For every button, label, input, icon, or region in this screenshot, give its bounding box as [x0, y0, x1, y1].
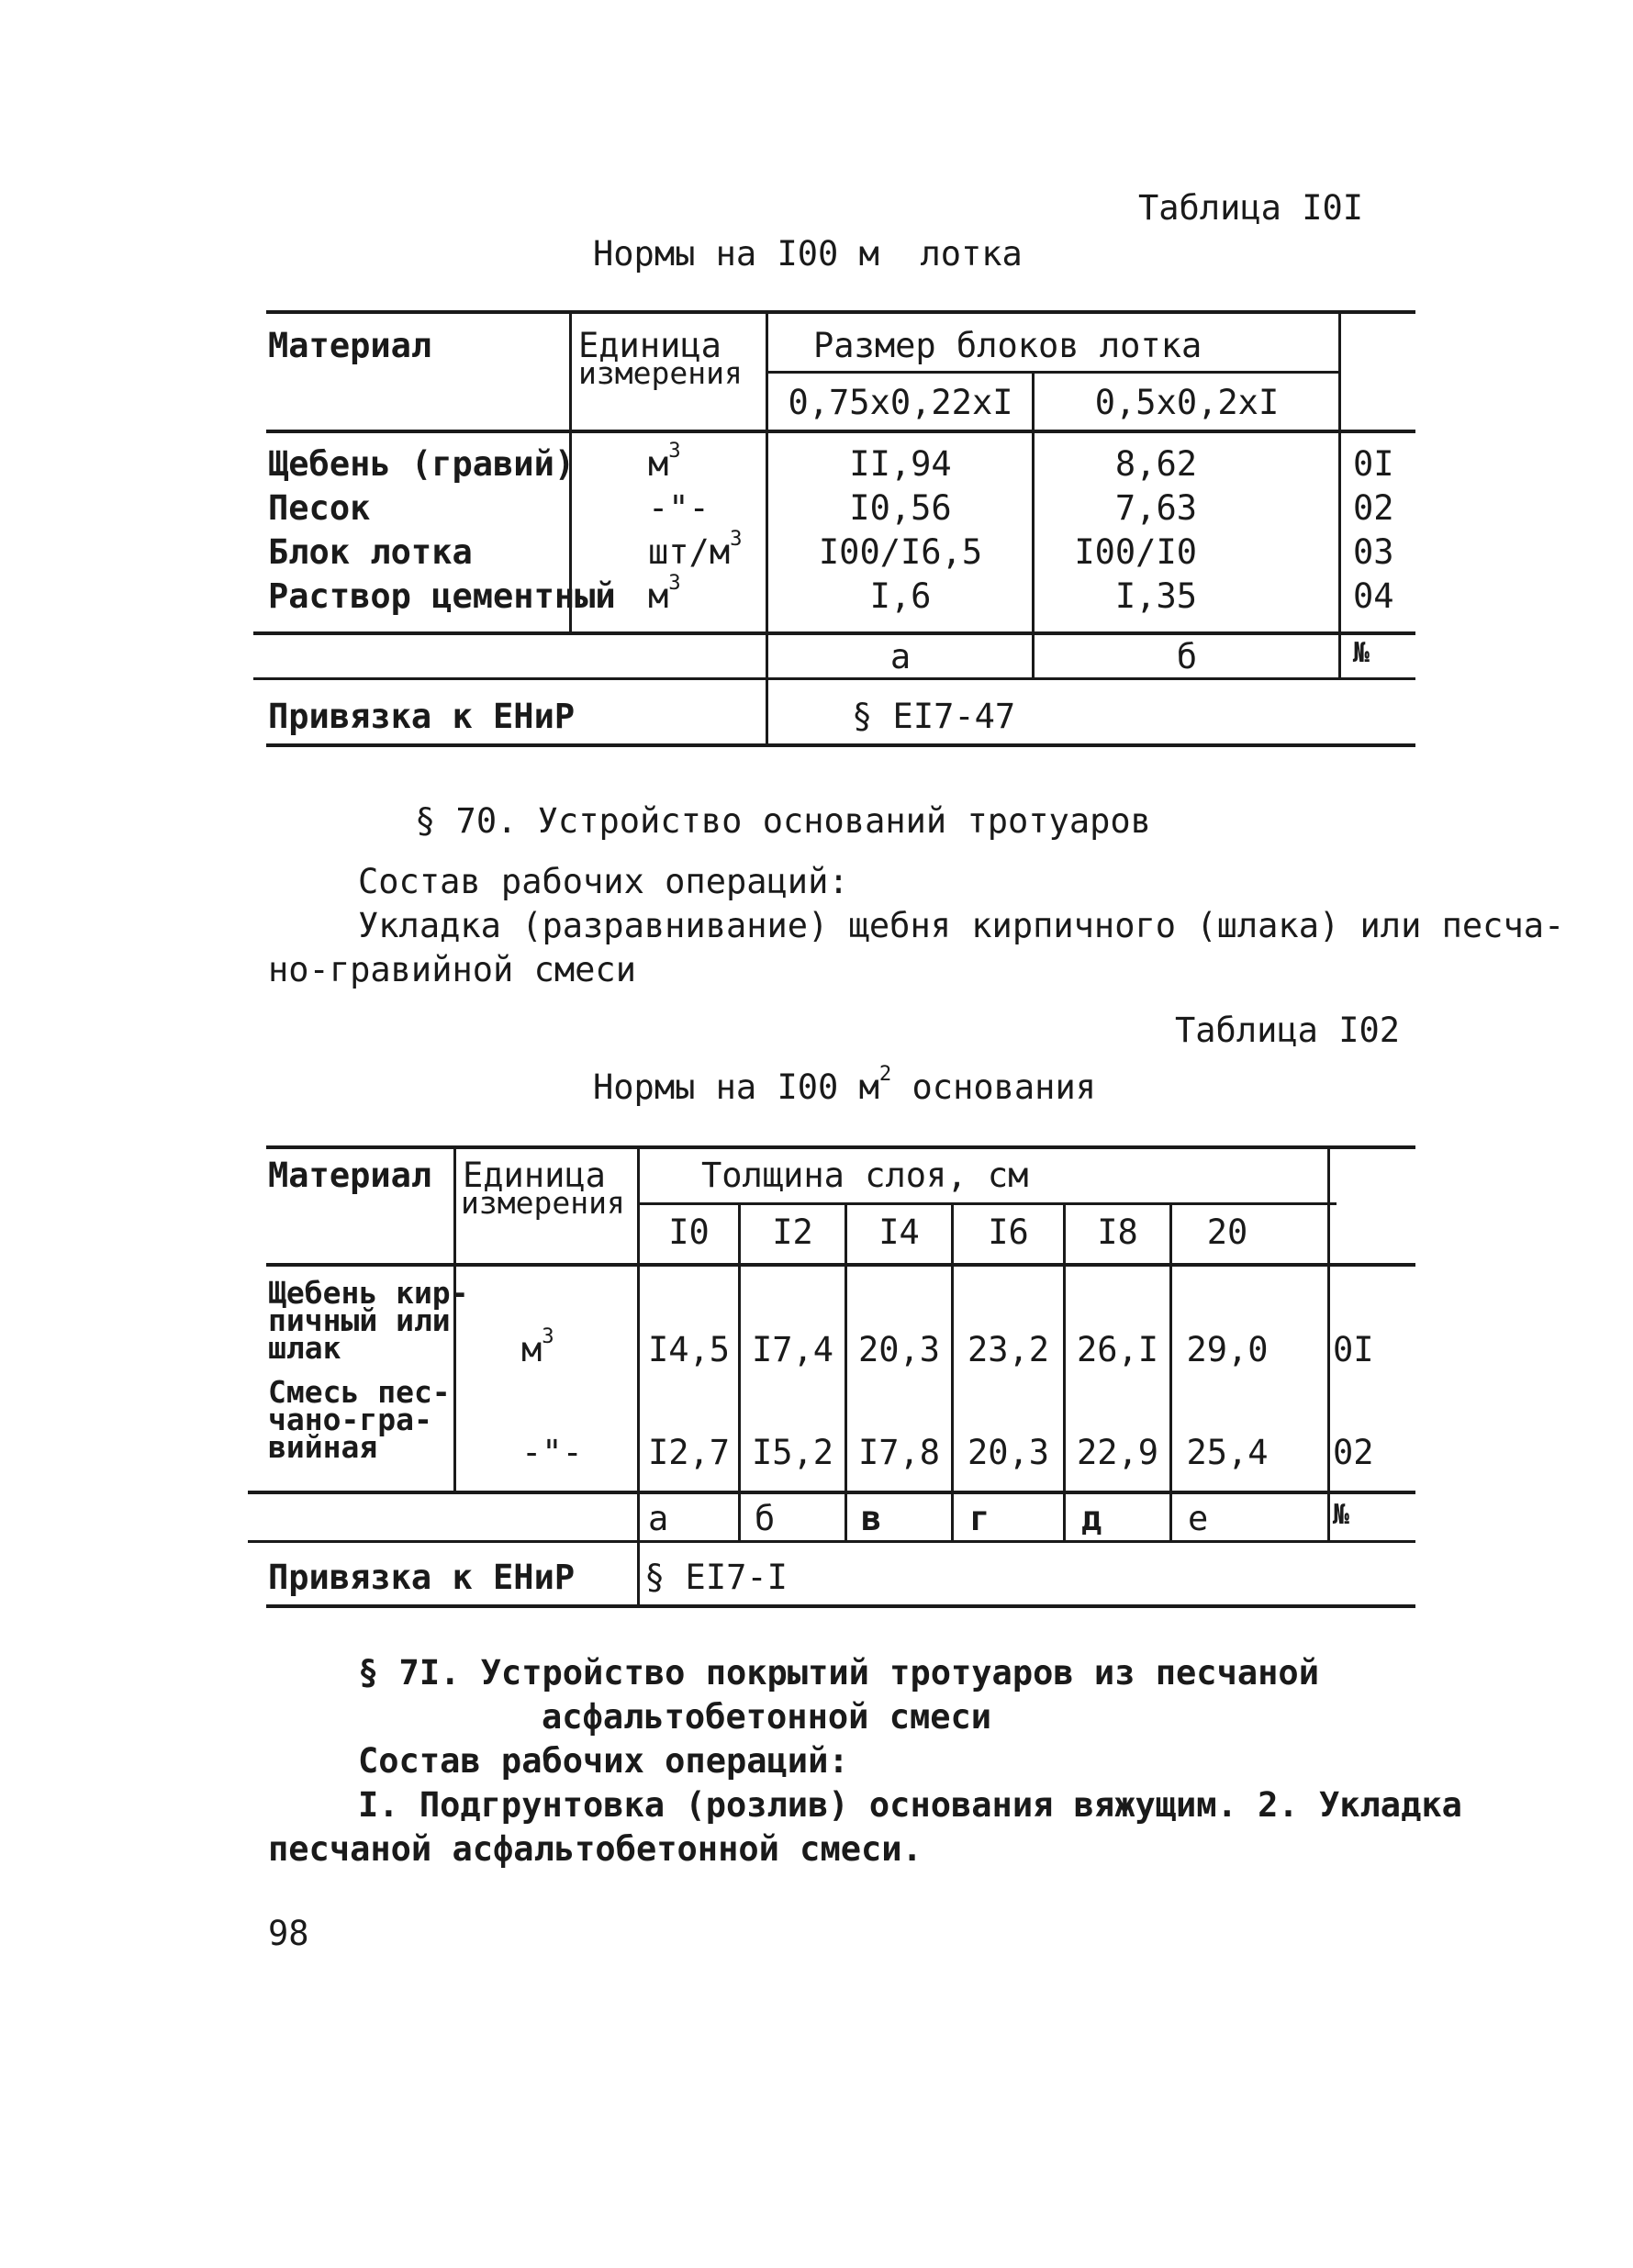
table-101-header-unit-2: измерения — [578, 355, 743, 391]
table-102-vrule-code — [1327, 1145, 1330, 1542]
section-70-heading: § 70. Устройство оснований тротуаров — [415, 801, 1151, 841]
table-101-vrule-3 — [1032, 371, 1035, 679]
table-101-row-4-unit: $м^3$ — [648, 571, 681, 616]
table-102-vrule-4 — [951, 1204, 954, 1542]
table-102-vrule-values — [637, 1145, 640, 1604]
table-101-row-2-b: 7,63 — [1114, 488, 1197, 528]
table-102-row-2-code: 02 — [1333, 1433, 1374, 1472]
table-101-vrule-4 — [1338, 310, 1341, 679]
table-101-row-2-code: 02 — [1353, 488, 1394, 528]
table-101-row-4-material: Раствор цементный — [268, 576, 616, 616]
table-102-bottom-rule — [266, 1604, 1415, 1608]
page-number: 98 — [268, 1914, 309, 1953]
table-102-title-sup: 2 — [878, 1062, 892, 1087]
table-101-header-col-b: 0,5x0,2xI — [1094, 383, 1280, 422]
table-102-letter-2: б — [755, 1499, 776, 1538]
table-101-row-2-material: Песок — [268, 488, 371, 528]
table-101-ref-label: Привязка к ЕНиР — [268, 697, 576, 736]
table-101-title-prefix: Нормы на I00 м — [593, 234, 879, 274]
table-101-row-3-material: Блок лотка — [268, 532, 473, 572]
table-101-header-material: Материал — [268, 326, 432, 365]
table-102-row-2-material-line-3: вийная — [268, 1429, 378, 1465]
table-102-body-rule — [248, 1491, 1415, 1494]
table-101-row-1-unit: $м^3$ — [648, 439, 681, 484]
table-102-label: Таблица I02 — [1175, 1011, 1401, 1050]
table-101-top-rule — [266, 310, 1415, 314]
table-102-header-col-6: 20 — [1206, 1212, 1248, 1252]
table-101-header-unit-1: Единица — [578, 326, 721, 365]
table-102-ref-value: § ЕI7-I — [644, 1558, 788, 1597]
table-101-row-4-a: I,6 — [869, 576, 932, 616]
table-102-title — [593, 1062, 1096, 1107]
table-101-row-1-code: 0I — [1353, 444, 1394, 484]
table-102-vrule-6 — [1169, 1204, 1172, 1542]
table-101-row-4-code: 04 — [1353, 576, 1394, 616]
table-102-vrule-unit — [453, 1145, 456, 1491]
table-102-header-col-2: I2 — [772, 1212, 813, 1252]
table-102-header-col-3: I4 — [878, 1212, 920, 1252]
table-102-row-2-value-4: 20,3 — [967, 1433, 1050, 1472]
table-102-row-1-material-line-1: Щебень кир- — [268, 1275, 469, 1311]
table-101-row-3-a: I00/I6,5 — [818, 532, 983, 572]
table-102-letter-no: № — [1333, 1499, 1350, 1531]
table-102-header-unit-2: измерения — [461, 1185, 625, 1221]
table-102-row-1-value-2: I7,4 — [751, 1330, 834, 1369]
table-101-title-suffix: лотка — [920, 234, 1023, 274]
table-102-title-suffix: основания — [912, 1067, 1096, 1107]
table-102-header-material: Материал — [268, 1156, 432, 1195]
section-71-heading-line-1: § 7I. Устройство покрытий тротуаров из песчаной — [358, 1653, 1319, 1693]
table-101-subheader-rule — [767, 371, 1338, 374]
table-102-row-2-material-line-2: чано-гра- — [268, 1402, 432, 1437]
table-102-row-2-value-6: 25,4 — [1186, 1433, 1269, 1472]
table-102-letter-1: а — [648, 1499, 669, 1538]
table-102-row-1-value-6: 29,0 — [1186, 1330, 1269, 1369]
table-101-letter-no: № — [1353, 637, 1370, 669]
table-102-row-2-value-2: I5,2 — [751, 1433, 834, 1472]
table-102-letter-3: в — [861, 1499, 882, 1538]
section-71-ops-label: Состав рабочих операций: — [358, 1741, 849, 1781]
table-102-row-2-value-1: I2,7 — [647, 1433, 731, 1472]
table-102-vrule-5 — [1063, 1204, 1066, 1542]
table-102-row-2-material-line-1: Смесь пес- — [268, 1374, 451, 1410]
table-102-header-col-5: I8 — [1097, 1212, 1138, 1252]
table-101-letter-a: а — [889, 637, 912, 676]
table-102-row-1-unit: $м^3$ — [521, 1324, 554, 1369]
table-102-header-col-4: I6 — [988, 1212, 1029, 1252]
table-102-letter-5: д — [1081, 1499, 1102, 1538]
table-102-row-1-material-line-2: пичный или — [268, 1302, 451, 1338]
table-101-body-rule — [253, 631, 1415, 635]
table-102-row-1-value-3: 20,3 — [857, 1330, 941, 1369]
table-101-ref-value: § ЕI7-47 — [852, 697, 1016, 736]
table-102-letter-4: г — [969, 1499, 990, 1538]
table-101-row-3-code: 03 — [1353, 532, 1394, 572]
table-101-row-3-b: I00/I0 — [1074, 532, 1197, 572]
table-101-row-2-unit: -"- — [648, 488, 710, 528]
table-101-header-col-a: 0,75x0,22xI — [788, 383, 1013, 422]
table-102-header-thickness-group: Толщина слоя, см — [701, 1156, 1029, 1195]
table-102-letters-rule — [248, 1540, 1415, 1543]
table-102-letter-6: е — [1188, 1499, 1209, 1538]
table-102-row-2-unit: -"- — [521, 1433, 583, 1472]
table-101-bottom-rule — [266, 743, 1415, 747]
table-102-subheader-rule — [639, 1202, 1337, 1205]
table-102-row-2-value-3: I7,8 — [857, 1433, 941, 1472]
section-71-heading-line-2: асфальтобетонной смеси — [542, 1697, 992, 1737]
section-70-ops-label: Состав рабочих операций: — [358, 862, 849, 901]
table-102-row-1-value-1: I4,5 — [647, 1330, 731, 1369]
section-71-ops-line-1: I. Подгрунтовка (розлив) основания вяжущим. 2. Укладка — [358, 1785, 1462, 1825]
section-70-ops-line-1: Укладка (разравнивание) щебня кирпичного (шлака) или песча- — [358, 906, 1565, 945]
table-101-label: Таблица I0I — [1138, 188, 1364, 228]
section-70-ops-line-2: но-гравийной смеси — [268, 950, 636, 989]
table-101-row-1-a: II,94 — [849, 444, 952, 484]
table-101-row-3-unit: $шт/м^3$ — [648, 527, 743, 572]
table-101-vrule-2 — [766, 310, 768, 743]
table-101-title — [593, 234, 1023, 274]
table-102-row-2-value-5: 22,9 — [1076, 1433, 1159, 1472]
table-101-row-4-b: I,35 — [1114, 576, 1197, 616]
table-102-vrule-3 — [844, 1204, 847, 1542]
table-102-title-prefix: Нормы на I00 м — [593, 1067, 879, 1107]
table-102-ref-label: Привязка к ЕНиР — [268, 1558, 576, 1597]
table-102-header-rule — [266, 1263, 1415, 1267]
table-102-row-1-code: 0I — [1333, 1330, 1374, 1369]
table-101-letters-rule — [253, 677, 1415, 680]
section-71-ops-line-2: песчаной асфальтобетонной смеси. — [268, 1829, 923, 1869]
table-101-row-1-b: 8,62 — [1114, 444, 1197, 484]
table-101-row-2-a: I0,56 — [849, 488, 952, 528]
table-102-vrule-2 — [738, 1204, 741, 1542]
table-101-letter-b: б — [1176, 637, 1198, 676]
table-102-row-1-value-5: 26,I — [1076, 1330, 1159, 1369]
table-102-row-1-value-4: 23,2 — [967, 1330, 1050, 1369]
table-102-header-unit-1: Единица — [463, 1156, 606, 1195]
table-101-row-1-material: Щебень (гравий) — [268, 444, 576, 484]
table-102-top-rule — [266, 1145, 1415, 1149]
table-102-header-col-1: I0 — [668, 1212, 710, 1252]
table-102-row-1-material-line-3: шлак — [268, 1330, 341, 1366]
table-101-header-rule — [266, 430, 1415, 433]
table-101-header-size-group: Размер блоков лотка — [813, 326, 1202, 365]
